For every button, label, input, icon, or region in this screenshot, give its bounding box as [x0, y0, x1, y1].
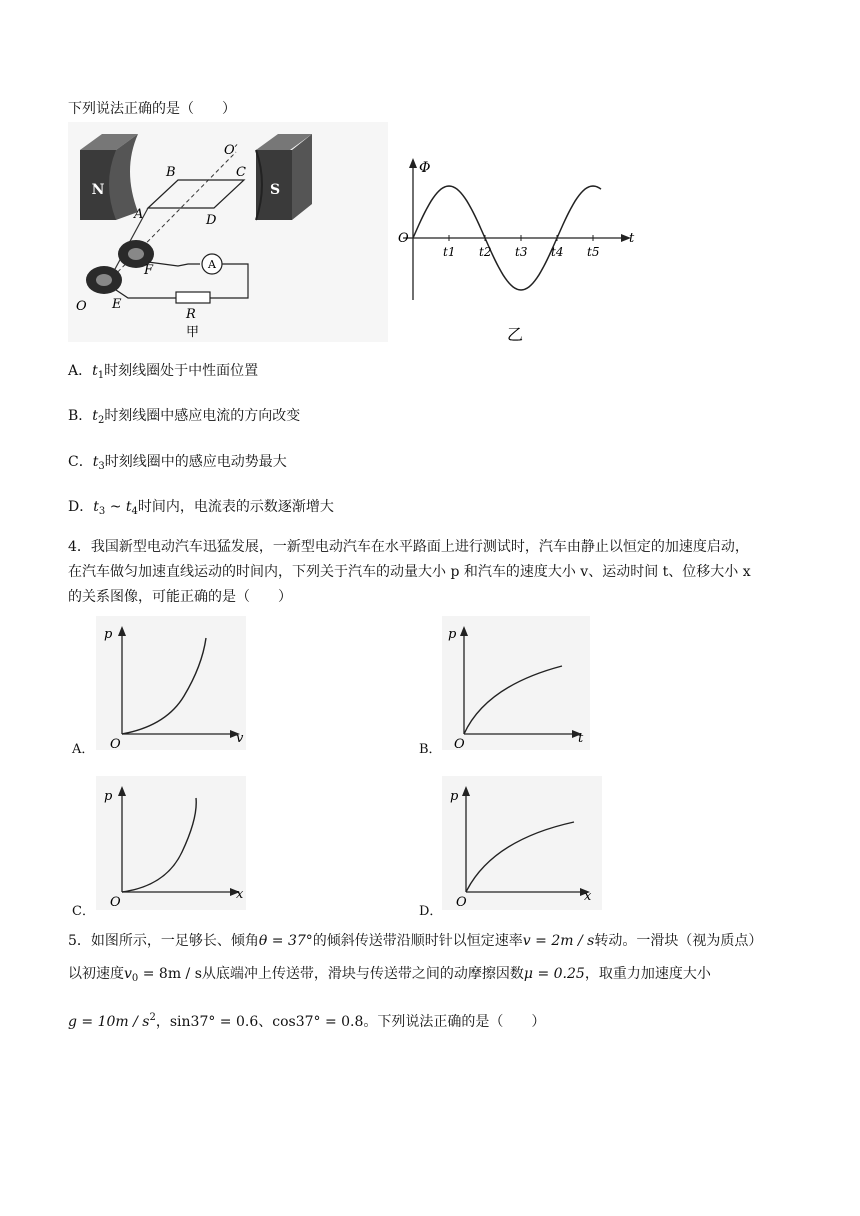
svg-text:F: F	[144, 263, 154, 278]
q4-option-c-label: C．	[72, 904, 95, 919]
q3-option-d: D．$t_3$ ~ $t_4$时间内，电流表的示数逐渐增大	[68, 499, 334, 517]
svg-text:v: v	[236, 731, 244, 746]
q4-curve-b	[464, 666, 562, 734]
flux-origin: O	[398, 231, 409, 246]
svg-text:p: p	[104, 627, 113, 642]
svg-text:B: B	[166, 165, 176, 180]
svg-text:O: O	[110, 895, 121, 910]
flux-y-label: Φ	[419, 160, 431, 176]
q4-curve-d	[466, 822, 574, 892]
q4-line-3: 的关系图像，可能正确的是（ ）	[68, 589, 292, 605]
s-label: S	[269, 182, 281, 198]
q4-line-2: 在汽车做匀加速直线运动的时间内，下列关于汽车的动量大小 p 和汽车的速度大小 v、运动时间 t、位移大小 x	[68, 564, 751, 580]
flux-tick-label: t3	[515, 245, 528, 259]
q4-option-d-label: D．	[419, 904, 443, 919]
q3-option-b: B．$t_2$时刻线圈中感应电流的方向改变	[68, 408, 301, 426]
figure-b-caption: 乙	[507, 325, 524, 344]
q3-stem: 下列说法正确的是（ ）	[68, 101, 236, 117]
generator-figure	[68, 122, 388, 342]
svg-text:p: p	[450, 789, 459, 804]
svg-text:A: A	[208, 258, 216, 271]
svg-text:E: E	[112, 297, 122, 312]
flux-tick-label: t4	[551, 245, 564, 259]
svg-text:x: x	[236, 887, 244, 902]
svg-text:x: x	[584, 889, 592, 904]
figure-a-caption: 甲	[186, 325, 200, 340]
q4-graph-b	[442, 616, 602, 750]
q4-curve-a	[122, 638, 206, 734]
svg-text:t: t	[578, 731, 584, 746]
flux-x-label: t	[629, 231, 635, 246]
s-magnet	[256, 134, 312, 220]
svg-text:O′: O′	[224, 143, 238, 158]
flux-graph	[395, 150, 645, 345]
q3-option-a: A．$t_1$时刻线圈处于中性面位置	[68, 363, 259, 381]
svg-text:O: O	[456, 895, 467, 910]
flux-tick-label: t5	[587, 245, 600, 259]
q4-option-a-label: A．	[72, 742, 95, 757]
q4-option-b-label: B．	[419, 742, 442, 757]
svg-text:C: C	[236, 165, 246, 180]
svg-text:p: p	[448, 627, 457, 642]
q4-graph-a	[96, 616, 256, 750]
svg-text:p: p	[104, 789, 113, 804]
svg-text:O: O	[454, 737, 465, 750]
flux-tick-label: t2	[479, 245, 492, 259]
q4-graph-d	[442, 776, 602, 910]
q3-option-c: C．$t_3$时刻线圈中的感应电动势最大	[68, 454, 287, 472]
n-label: N	[91, 182, 105, 198]
q5-line-3: $g = 10m / s^2$，sin37° = 0.6、cos37° = 0.8。下列说法正确的是（ ）	[68, 1012, 546, 1030]
q4-line-1: 4．我国新型电动汽车迅猛发展，一新型电动汽车在水平路面上进行测试时，汽车由静止以恒定的加速度启动，	[68, 539, 749, 555]
n-magnet	[80, 134, 138, 220]
q4-curve-c	[122, 798, 196, 892]
q4-graph-c	[96, 776, 256, 910]
svg-text:D: D	[206, 213, 217, 228]
svg-text:O: O	[76, 299, 87, 314]
svg-text:O: O	[110, 737, 121, 750]
q5-line-1: 5．如图所示，一足够长、倾角θ = 37°的倾斜传送带沿顺时针以恒定速率v = 2m / s转动。一滑块（视为质点）	[68, 933, 763, 949]
svg-text:A: A	[134, 207, 144, 222]
q5-line-2: 以初速度$v_0 = 8m / s$从底端冲上传送带，滑块与传送带之间的动摩擦因数μ = 0.25，取重力加速度大小	[68, 966, 711, 984]
svg-text:R: R	[186, 307, 196, 322]
flux-tick-label: t1	[443, 245, 456, 259]
resistor-symbol	[176, 292, 210, 303]
